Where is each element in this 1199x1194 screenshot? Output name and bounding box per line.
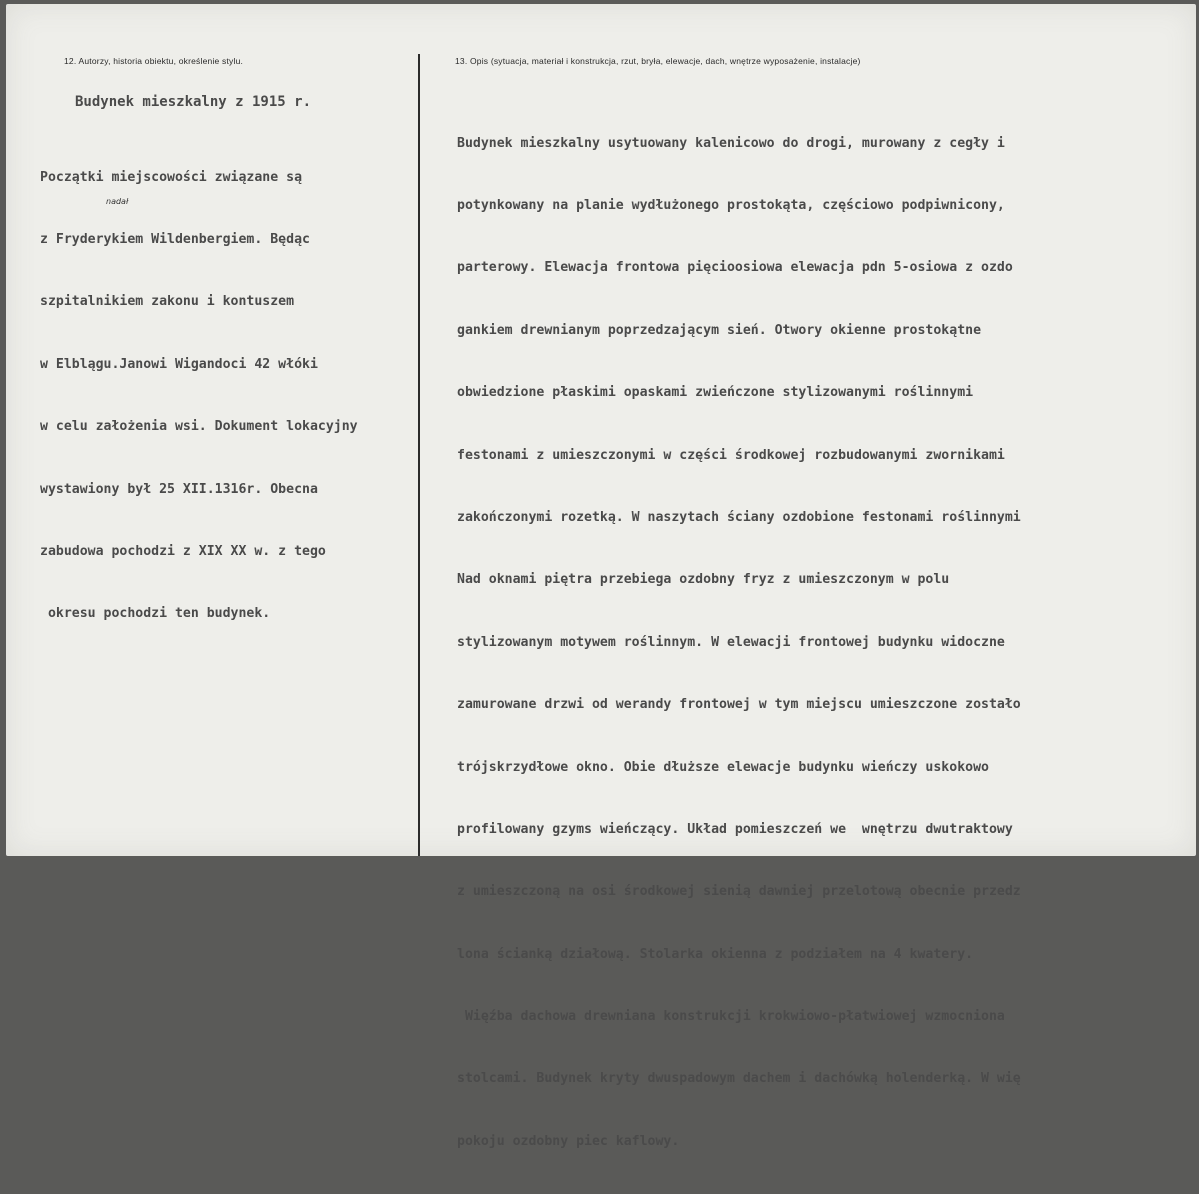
left-line: okresu pochodzi ten budynek. <box>40 606 271 622</box>
right-line: stolcami. Budynek kryty dwuspadowym dachem i dachówką holenderką. W wię <box>457 1071 1021 1087</box>
left-title: Budynek mieszkalny z 1915 r. <box>75 94 312 110</box>
left-column-header: 12. Autorzy, historia obiektu, określenie stylu. <box>64 56 244 66</box>
column-divider <box>418 54 420 856</box>
right-line: obwiedzione płaskimi opaskami zwieńczone stylizowanymi roślinnymi <box>457 385 974 401</box>
right-line: zamurowane drzwi od werandy frontowej w tym miejscu umieszczone zostało <box>457 697 1021 713</box>
right-line: lona ścianką działową. Stolarka okienna z podziałem na 4 kwatery. <box>457 946 974 962</box>
left-body <box>40 126 358 667</box>
right-body <box>457 92 1021 1194</box>
right-line: Więźba dachowa drewniana konstrukcji krokwiowo-płatwiowej wzmocniona <box>457 1009 1005 1025</box>
right-line: z umieszczoną na osi środkowej sienią dawniej przelotową obecnie przedz <box>457 884 1021 900</box>
document-card <box>6 4 1196 1149</box>
right-column-header: 13. Opis (sytuacja, materiał i konstrukcja, rzut, bryła, elewacje, dach, wnętrze wyposażenie, instalacje) <box>455 56 861 66</box>
right-line: profilowany gzyms wieńczący. Układ pomieszczeń we wnętrzu dwutraktowy <box>457 821 1013 837</box>
left-line: Początki miejscowości związane są <box>40 169 303 185</box>
right-line: parterowy. Elewacja frontowa pięcioosiowa elewacja pdn 5-osiowa z ozdo <box>457 260 1013 276</box>
right-line: trójskrzydłowe okno. Obie dłuższe elewacje budynku wieńczy uskokowo <box>457 759 989 775</box>
handwritten-annotation: nadał <box>106 197 129 206</box>
right-line: Nad oknami piętra przebiega ozdobny fryz z umieszczonym w polu <box>457 572 950 588</box>
left-line: z Fryderykiem Wildenbergiem. Będąc <box>40 231 310 247</box>
left-line: szpitalnikiem zakonu i kontuszem <box>40 294 295 310</box>
right-line: gankiem drewnianym poprzedzającym sień. Otwory okienne prostokątne <box>457 322 982 338</box>
right-line: Budynek mieszkalny usytuowany kalenicowo do drogi, murowany z cegły i <box>457 135 1005 151</box>
right-line: stylizowanym motywem roślinnym. W elewacji frontowej budynku widoczne <box>457 634 1005 650</box>
right-line: potynkowany na planie wydłużonego prostokąta, częściowo podpiwnicony, <box>457 197 1005 213</box>
left-line: w Elblągu.Janowi Wigandoci 42 włóki <box>40 356 318 372</box>
left-line: zabudowa pochodzi z XIX XX w. z tego <box>40 543 326 559</box>
left-line: wystawiony był 25 XII.1316r. Obecna <box>40 481 318 497</box>
right-line: zakończonymi rozetką. W naszytach ściany ozdobione festonami roślinnymi <box>457 509 1021 525</box>
right-line: festonami z umieszczonymi w części środkowej rozbudowanymi zwornikami <box>457 447 1005 463</box>
left-line: w celu założenia wsi. Dokument lokacyjny <box>40 419 358 435</box>
right-line: pokoju ozdobny piec kaflowy. <box>457 1133 680 1149</box>
